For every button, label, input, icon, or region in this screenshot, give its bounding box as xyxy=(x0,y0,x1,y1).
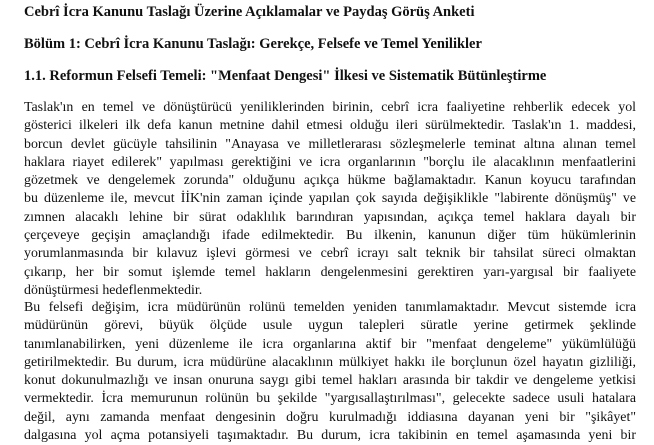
text-line: zımnen alacaklı lehine bir sürat odaklılık barındıran yapısından, açıkça temel haklara dayalı bir xyxy=(24,209,636,225)
subsection-heading: 1.1. Reformun Felsefi Temeli: "Menfaat Dengesi" İlkesi ve Sistematik Bütünleştirme xyxy=(24,68,547,84)
paragraph-2 xyxy=(24,299,636,445)
text-line: vermektedir. İcra memurunun rolünün bu şekilde "yargısallaştırılması", gelecekte sadece usuli hatalara xyxy=(24,391,636,407)
text-line: haklara riayet edilerek" yapılması gerektiğini ve icra organlarının "borçlu ile alacaklının menfaatlerini xyxy=(24,154,636,170)
text-line: çerçeveye geçişin amaçlandığı ifade edilmektedir. Bu ilkenin, kanunun diğer tüm hükümlerinin xyxy=(24,228,636,244)
text-line: çıkarıp, her bir somut işlemde temel hakların dengelenmesini gerektiren yarı-yargısal bir faaliyete xyxy=(24,264,636,280)
document-title: Cebrî İcra Kanunu Taslağı Üzerine Açıklamalar ve Paydaş Görüş Anketi xyxy=(24,4,475,20)
text-line: tanımlanabilirken, yeni düzenleme ile icra organlarına aktif bir "menfaat dengeleme" yükümlülüğü xyxy=(24,336,636,352)
text-line: müdürünün görevi, büyük ölçüde usule uygun talepleri süratle yerine getirmek şeklinde xyxy=(24,318,636,334)
text-line: yorumlanmasında bir kılavuz işlevi görmesi ve cebrî icrayı salt teknik bir tahsilat süreci olmaktan xyxy=(24,246,636,262)
text-line: dönüştürmesi hedeflenmektedir. xyxy=(24,282,203,298)
text-line: getirilmektedir. Bu durum, icra müdürüne alacaklının mülkiyet hakkı ile borçlunun özel hayatın gizliliği, xyxy=(24,354,636,370)
text-line: konut dokunulmazlığı ve insan onuruna saygı gibi temel hakları arasında bir takdir ve dengeleme yetkisi xyxy=(24,373,636,389)
paragraph-1 xyxy=(24,99,636,300)
text-line: dalgasına yol açma potansiyeli taşımaktadır. Bu durum, icra takibinin en temel aşamasında yeni bir xyxy=(24,428,636,444)
text-line: Bu felsefi değişim, icra müdürünün rolünü temelden yeniden tanımlamaktadır. Mevcut sistemde icra xyxy=(24,300,636,315)
text-line: Taslak'ın en temel ve dönüştürücü yeniliklerinden birinin, cebrî icra faaliyetine rehberlik edecek yol xyxy=(24,100,636,115)
text-line: değil, aynı zamanda menfaat dengesinin doğru kurulmadığı iddiasına dayanan yeni bir "şikâyet" xyxy=(24,409,636,425)
text-line: gösterici ilkeleri ilk defa kanun metnine dahil etmesi olduğu ileri sürülmektedir. Taslak'ın 1. maddesi, xyxy=(24,118,636,134)
text-line: gözetmek ve dengelemek zorunda" olduğunu açıkça hükme bağlamaktadır. Kanun koyucu tarafından xyxy=(24,173,636,189)
text-line: borcun devlet gücüyle tahsilinin "Anayasa ve milletlerarası sözleşmelerle teminat altına alınan temel xyxy=(24,136,636,152)
section-heading: Bölüm 1: Cebrî İcra Kanunu Taslağı: Gerekçe, Felsefe ve Temel Yenilikler xyxy=(24,36,482,52)
text-line: bu düzenleme ile, mevcut İİK'nin zaman içinde yapılan çok sayıda değişiklikle "labirente dönüşmüş" ve xyxy=(24,191,636,207)
